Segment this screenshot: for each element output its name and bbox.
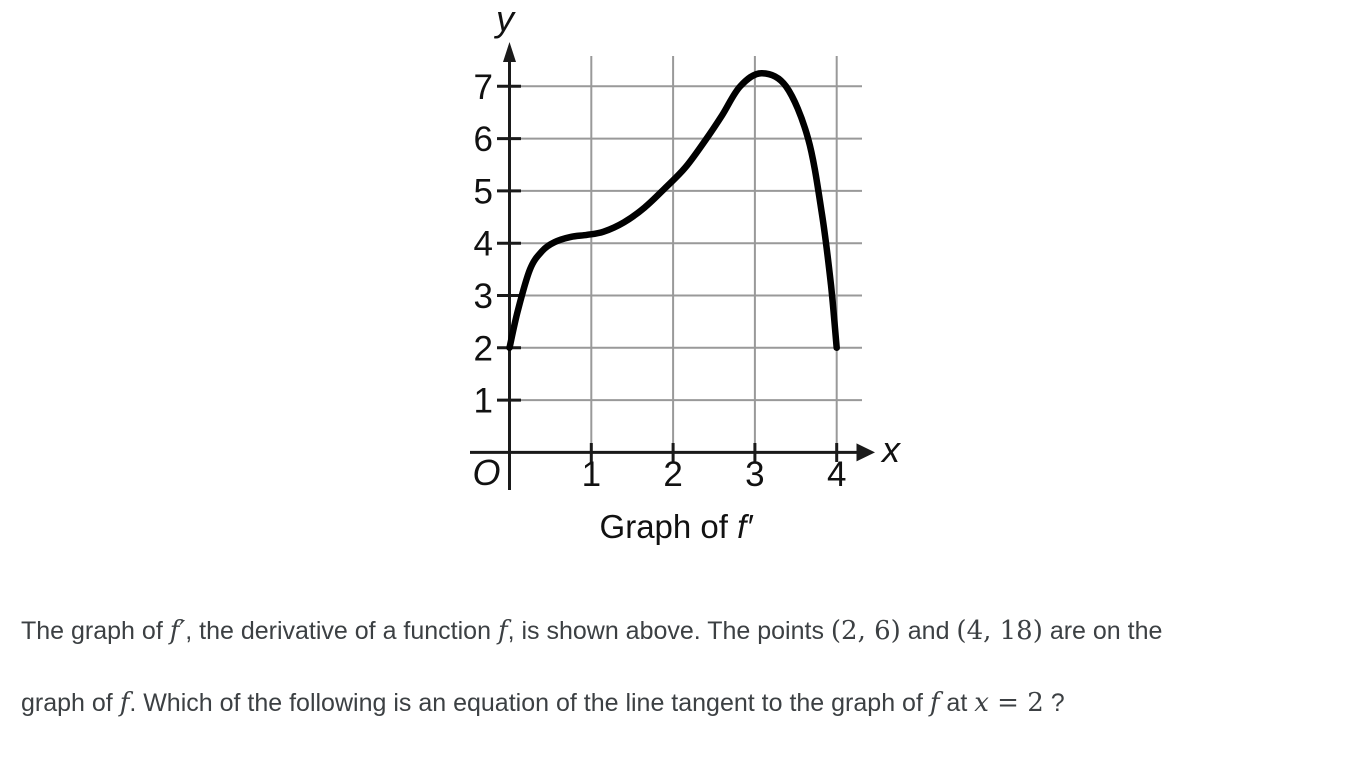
y-axis-label: y: [496, 0, 514, 39]
text-run: and: [900, 617, 957, 645]
x-tick-label: 4: [826, 455, 847, 494]
x-tick-label: 3: [745, 455, 765, 494]
text-run: f′: [169, 616, 186, 646]
text-run: f: [119, 688, 130, 718]
text-run: at: [939, 689, 975, 717]
text-run: . Which of the following is an equation of the line tangent to the graph of: [129, 689, 930, 717]
text-run: graph of: [21, 689, 120, 717]
text-run: = 2: [988, 688, 1044, 718]
origin-label: O: [472, 452, 501, 493]
y-tick-label: 1: [473, 381, 493, 421]
text-run: (2, 6): [830, 616, 901, 646]
text-run: are on the: [1042, 617, 1163, 645]
y-tick-label: 4: [473, 224, 493, 264]
y-tick-label: 7: [473, 67, 493, 107]
figure: [440, 0, 920, 560]
caption-run: f′: [737, 508, 753, 545]
text-run: (4, 18): [956, 616, 1043, 646]
question-line: [21, 669, 1347, 741]
y-tick-label: 5: [473, 172, 493, 212]
text-run: ?: [1043, 689, 1065, 717]
derivative-graph-svg: [440, 0, 920, 560]
text-run: The graph of: [21, 617, 170, 645]
question-text: [21, 597, 1347, 741]
x-axis-label: x: [882, 429, 900, 470]
text-run: f: [497, 616, 508, 646]
question-line: [21, 597, 1347, 669]
y-tick-label: 2: [473, 329, 493, 369]
y-tick-label: 6: [473, 120, 493, 160]
text-run: f: [929, 688, 940, 718]
text-run: , is shown above. The points: [507, 617, 831, 645]
caption-run: Graph of: [599, 508, 738, 545]
y-axis-arrow-icon: [503, 42, 516, 62]
text-run: x: [974, 688, 989, 718]
figure-caption: [600, 508, 755, 545]
x-tick-label: 1: [581, 455, 602, 494]
y-tick-label: 3: [473, 277, 493, 316]
x-axis-arrow-icon: [857, 443, 876, 461]
text-run: , the derivative of a function: [185, 617, 498, 645]
x-tick-label: 2: [663, 455, 683, 494]
